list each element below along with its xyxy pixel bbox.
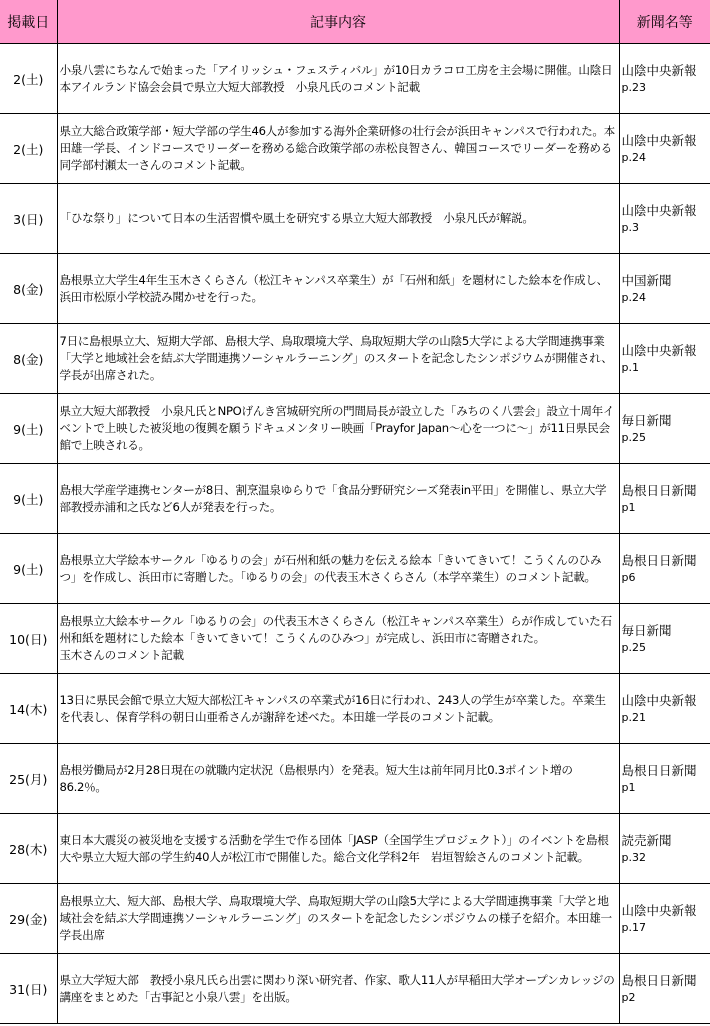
content-cell: 小泉八雲にちなんで始まった「アイリッシュ・フェスティバル」が10日カラコロ工房を主会場に開催。山陰日本アイルランド協会会員で県立大短大部教授 小泉凡氏のコメント記載 <box>57 44 619 114</box>
newspaper-name: 島根日日新聞 <box>621 482 697 498</box>
newspaper-name: 読売新聞 <box>621 832 672 848</box>
content-cell: 島根県立大絵本サークル「ゆるりの会」の代表玉木さくらさん（松江キャンパス卒業生）らが作成していた石州和紙を題材にした絵本「きいてきいて！こうくんのひみつ」が完成し、浜田市に寄贈された。 玉木さんのコメント記載 <box>57 604 619 674</box>
source-cell <box>619 324 710 394</box>
source-cell <box>619 44 710 114</box>
content-cell: 県立大短大部教授 小泉凡氏とNPOげんき宮城研究所の門間局長が設立した「みちのく八雲会」設立十周年イベントで上映した被災地の復興を願うドキュメンタリー映画「Prayfor Japan～心を一つに～」が11日県民会館で上映される。 <box>57 394 619 464</box>
source-cell <box>619 534 710 604</box>
source-cell <box>619 604 710 674</box>
newspaper-name: 島根日日新聞 <box>621 972 697 988</box>
table-row <box>0 604 710 674</box>
table-row <box>0 744 710 814</box>
source-cell <box>619 674 710 744</box>
date-cell: 9(土) <box>0 534 57 604</box>
date-cell: 9(土) <box>0 394 57 464</box>
source-cell <box>619 114 710 184</box>
table-row <box>0 534 710 604</box>
page-number: p1 <box>621 500 636 514</box>
date-cell: 9(土) <box>0 464 57 534</box>
page-number: p.17 <box>621 920 646 934</box>
newspaper-name: 中国新聞 <box>621 272 672 288</box>
page-number: p.32 <box>621 850 646 864</box>
page-number: p2 <box>621 990 636 1004</box>
newspaper-name: 島根日日新聞 <box>621 552 697 568</box>
date-cell: 8(金) <box>0 324 57 394</box>
content-cell: 県立大総合政策学部・短大学部の学生46人が参加する海外企業研修の壮行会が浜田キャンパスで行われた。本田雄一学長、インドコースでリーダーを務める総合政策学部の赤松良智さん、韓国コースでリーダーを務める同学部村瀬太一さんのコメント記載。 <box>57 114 619 184</box>
page-number: p.25 <box>621 640 646 654</box>
page-number: p.1 <box>621 360 639 374</box>
page-number: p.24 <box>621 290 646 304</box>
content-cell: 島根県立大、短大部、島根大学、鳥取環境大学、鳥取短期大学の山陰5大学による大学間連携事業「大学と地域社会を結ぶ大学間連携ソーシャルラーニング」のスタートを記念したシンポジウムの様子を紹介。本田雄一学長出席 <box>57 884 619 954</box>
page-number: p.3 <box>621 220 639 234</box>
table-row <box>0 884 710 954</box>
content-cell: 東日本大震災の被災地を支援する活動を学生で作る団体「JASP（全国学生プロジェクト）」のイベントを島根大や県立大短大部の学生約40人が松江市で開催した。総合文化学科2年 岩垣智絵さんのコメント記載。 <box>57 814 619 884</box>
content-cell: 7日に島根県立大、短期大学部、島根大学、鳥取環境大学、鳥取短期大学の山陰5大学による大学間連携事業「大学と地域社会を結ぶ大学間連携ソーシャルラーニング」のスタートを記念したシンポジウムが開催され、学長が出席された。 <box>57 324 619 394</box>
newspaper-name: 山陰中央新報 <box>621 692 697 708</box>
newspaper-name: 山陰中央新報 <box>621 132 697 148</box>
content-cell: 県立大学短大部 教授小泉凡氏ら出雲に関わり深い研究者、作家、歌人11人が早稲田大学オープンカレッジの講座をまとめた「古事記と小泉八雲」を出版。 <box>57 954 619 1024</box>
date-cell: 3(日) <box>0 184 57 254</box>
page-number: p.25 <box>621 430 646 444</box>
newspaper-name: 山陰中央新報 <box>621 902 697 918</box>
table-row <box>0 114 710 184</box>
page-number: p1 <box>621 780 636 794</box>
source-cell <box>619 394 710 464</box>
page-number: p6 <box>621 570 636 584</box>
date-cell: 31(日) <box>0 954 57 1024</box>
date-cell: 28(木) <box>0 814 57 884</box>
header-source: 新聞名等 <box>619 0 710 44</box>
newspaper-name: 山陰中央新報 <box>621 342 697 358</box>
content-cell: 島根県立大学生4年生玉木さくらさん（松江キャンパス卒業生）が「石州和紙」を題材にした絵本を作成し、浜田市松原小学校読み聞かせを行った。 <box>57 254 619 324</box>
page-number: p.23 <box>621 80 646 94</box>
date-cell: 8(金) <box>0 254 57 324</box>
newspaper-name: 山陰中央新報 <box>621 202 697 218</box>
table-body <box>0 44 710 1024</box>
date-cell: 10(日) <box>0 604 57 674</box>
table-row <box>0 674 710 744</box>
newspaper-name: 毎日新聞 <box>621 622 672 638</box>
page-number: p.21 <box>621 710 646 724</box>
content-cell: 島根大学産学連携センターが8日、割烹温泉ゆらりで「食品分野研究シーズ発表in平田」を開催し、県立大学部教授赤浦和之氏など6人が発表を行った。 <box>57 464 619 534</box>
newspaper-name: 毎日新聞 <box>621 412 672 428</box>
source-cell <box>619 814 710 884</box>
table-row <box>0 184 710 254</box>
newspaper-name: 山陰中央新報 <box>621 62 697 78</box>
source-cell <box>619 254 710 324</box>
table-row <box>0 464 710 534</box>
date-cell: 29(金) <box>0 884 57 954</box>
source-cell <box>619 744 710 814</box>
source-cell <box>619 464 710 534</box>
table-row <box>0 324 710 394</box>
header-content: 記事内容 <box>57 0 619 44</box>
source-cell <box>619 954 710 1024</box>
table-row <box>0 814 710 884</box>
newspaper-name: 島根日日新聞 <box>621 762 697 778</box>
content-cell: 13日に県民会館で県立大短大部松江キャンパスの卒業式が16日に行われ、243人の学生が卒業した。卒業生を代表し、保育学科の朝日山亜希さんが謝辞を述べた。本田雄一学長のコメント記載。 <box>57 674 619 744</box>
table-row <box>0 44 710 114</box>
date-cell: 2(土) <box>0 44 57 114</box>
table-row <box>0 254 710 324</box>
date-cell: 14(木) <box>0 674 57 744</box>
content-cell: 島根県立大学絵本サークル「ゆるりの会」が石州和紙の魅力を伝える絵本「きいてきいて！こうくんのひみつ」を作成し、浜田市に寄贈した。「ゆるりの会」の代表玉木さくらさん（本学卒業生）のコメント記載。 <box>57 534 619 604</box>
page-number: p.24 <box>621 150 646 164</box>
content-cell: 「ひな祭り」について日本の生活習慣や風土を研究する県立大短大部教授 小泉凡氏が解説。 <box>57 184 619 254</box>
table-row <box>0 394 710 464</box>
date-cell: 2(土) <box>0 114 57 184</box>
header-date: 掲載日 <box>0 0 57 44</box>
header-row <box>0 0 710 44</box>
source-cell <box>619 884 710 954</box>
date-cell: 25(月) <box>0 744 57 814</box>
content-cell: 島根労働局が2月28日現在の就職内定状況（島根県内）を発表。短大生は前年同月比0.3ポイント増の86.2％。 <box>57 744 619 814</box>
table-row <box>0 954 710 1024</box>
source-cell <box>619 184 710 254</box>
